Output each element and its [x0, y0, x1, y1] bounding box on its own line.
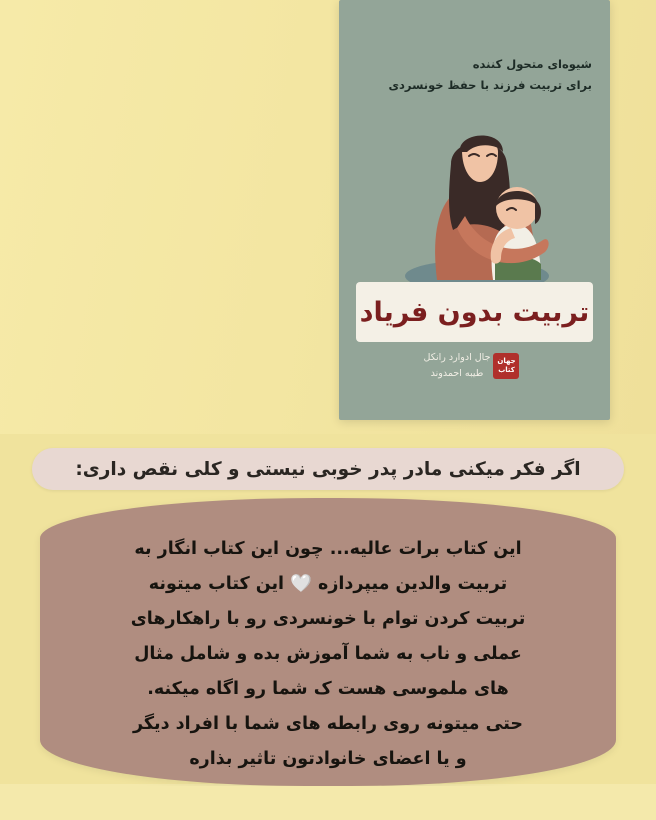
headline-pill — [32, 448, 624, 490]
bottom-strip — [0, 786, 656, 820]
body-line: این کتاب برات عالیه... چون این کتاب انگار به — [134, 539, 522, 559]
body-line: حتی میتونه روی رابطه های شما با افراد دیگر — [132, 714, 524, 734]
book-title: تربیت بدون فریاد — [359, 296, 590, 328]
publisher-logo — [493, 353, 519, 379]
body-text — [58, 532, 598, 777]
publisher-logo-line-1: جهان — [497, 357, 516, 366]
book-title-plate — [356, 282, 593, 342]
book-authors — [424, 350, 491, 382]
body-line: تربیت والدین میپردازه 🤍 این کتاب میتونه — [148, 574, 508, 594]
cover-subtitle — [388, 54, 592, 97]
book-byline — [339, 350, 610, 382]
mother-hugging-child-illustration — [339, 112, 610, 282]
body-line: عملی و ناب به شما آموزش بده و شامل مثال — [134, 644, 522, 664]
cover-subtitle-line-2: برای تربیت فرزند با حفظ خونسردی — [388, 78, 592, 93]
book-cover-card — [339, 0, 610, 420]
headline-text: اگر فکر میکنی مادر پدر خوبی نیستی و کلی نقص داری: — [75, 458, 581, 480]
book-author: جال ادوارد رانکل — [423, 352, 491, 363]
body-line: تربیت کردن توام با خونسردی رو با راهکارهای — [130, 609, 526, 629]
book-translator: طیبه احمدوند — [430, 368, 484, 380]
body-line: های ملموسی هست ک شما رو اگاه میکنه. — [147, 679, 509, 699]
cover-subtitle-line-1: شیوه‌ای متحول کننده — [472, 57, 592, 71]
body-line: و یا اعضای خانوادتون تاثیر بذاره — [189, 749, 467, 769]
publisher-logo-line-2: کتاب — [498, 365, 515, 374]
